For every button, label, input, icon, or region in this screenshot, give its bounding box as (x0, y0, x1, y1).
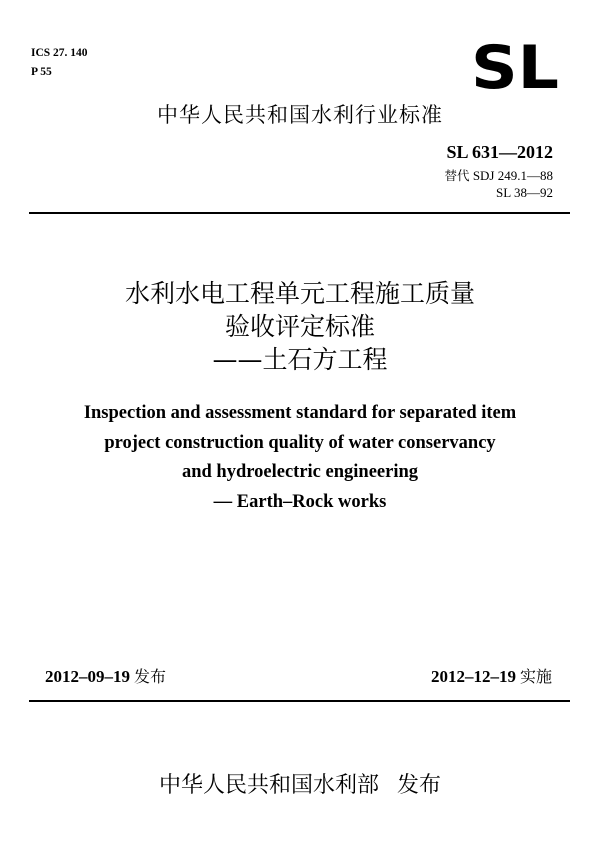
title-cn-line-1: 水利水电工程单元工程施工质量 (124, 279, 475, 308)
replaced-standard-2: SL 38—92 (496, 185, 553, 200)
title-chinese (0, 277, 600, 376)
replaced-standard-1: SDJ 249.1—88 (472, 168, 553, 183)
issuer-line: 中华人民共和国水利行业标准 (157, 103, 443, 127)
title-en-line-3: and hydroelectric engineering (181, 462, 419, 482)
standard-code: SL 631—2012 (446, 142, 553, 162)
replaces-prefix: 替代 (444, 168, 470, 183)
publisher-name: 中华人民共和国水利部 (158, 773, 379, 798)
title-cn-line-2: 验收评定标准 (224, 312, 375, 341)
publisher-word: 发布 (397, 773, 442, 798)
publish-date: 2012–09–19 (45, 667, 130, 686)
publish-date-block (45, 664, 166, 687)
title-cn-line-3: ——土石方工程 (212, 345, 388, 374)
title-en-line-4: — Earth–Rock works (213, 491, 387, 512)
title-english (0, 399, 600, 517)
sl-logo-icon (470, 38, 560, 94)
publisher-line (0, 771, 600, 801)
implement-date: 2012–12–19 (430, 667, 516, 686)
publish-word: 发布 (134, 667, 167, 686)
title-en-line-2: project construction quality of water conservancy (104, 432, 496, 453)
replaces-block (445, 167, 553, 201)
replaces-row-1 (445, 167, 553, 184)
bottom-divider (29, 700, 570, 702)
implement-date-block (431, 664, 552, 687)
sl-logo-text: SL (471, 38, 559, 94)
title-en-line-1: Inspection and assessment standard for separated item (83, 403, 517, 423)
top-divider (29, 212, 570, 214)
ics-code: ICS 27. 140 (31, 47, 88, 59)
replaces-row-2 (445, 184, 553, 201)
ccs-code: P 55 (31, 66, 52, 78)
implement-word: 实施 (519, 667, 552, 686)
